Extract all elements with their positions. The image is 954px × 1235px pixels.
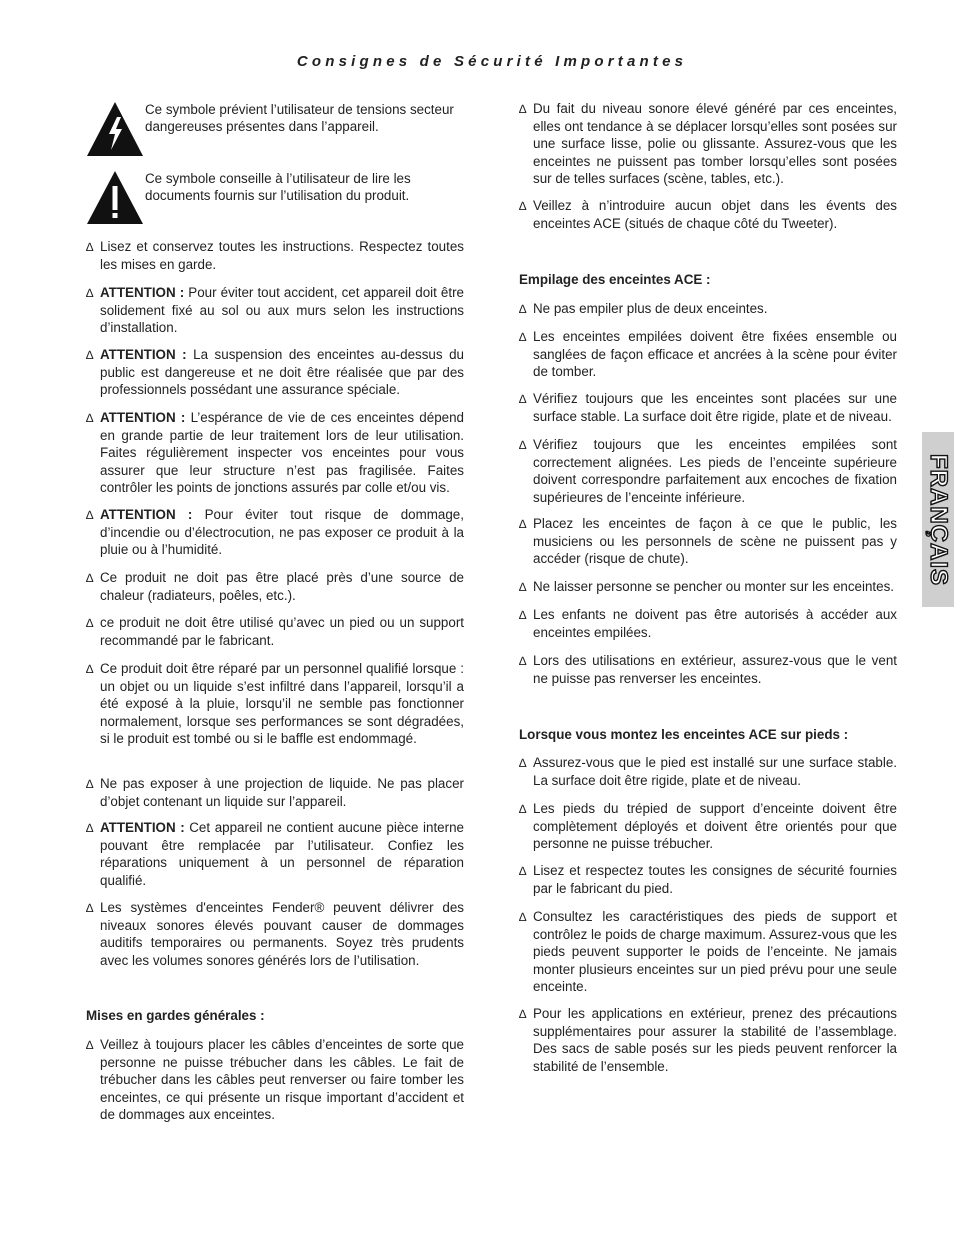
list-item: [519, 908, 897, 995]
bullet-icon: ∆: [86, 286, 94, 300]
list-item: [519, 197, 897, 232]
bullet-icon: ∆: [86, 348, 94, 362]
list-item: [86, 660, 464, 747]
list-item-text: Vérifiez toujours que les enceintes empilées sont correctement alignées. Les pieds de l’enceinte supérieure doivent correspondre parfaitement aux encoches de fixation supérieures de l’enceinte inférieure.: [533, 437, 897, 505]
list-item-text: Cet appareil ne contient aucune pièce interne pouvant être remplacée par l’utilisateur. Confiez les réparations uniquement à un personnel de réparation qualifié.: [100, 820, 464, 888]
list-item: [519, 652, 897, 687]
attention-label: ATTENTION :: [100, 820, 190, 835]
list-item: [86, 346, 464, 399]
bullet-icon: ∆: [519, 302, 527, 316]
list-item-text: Lisez et respectez toutes les consignes de sécurité fournies par le fabricant du pied.: [533, 863, 897, 897]
bullet-icon: ∆: [519, 580, 527, 594]
attention-label: ATTENTION :: [100, 410, 191, 425]
list-item: [519, 100, 897, 187]
list-item: [519, 300, 897, 318]
list-item-text: Veillez à n’introduire aucun objet dans les évents des enceintes ACE (situés de chaque côté du Tweeter).: [533, 198, 897, 232]
attention-label: ATTENTION :: [100, 285, 189, 300]
list-item: [519, 578, 897, 596]
list-item-text: Pour éviter tout risque de dommage, d’incendie ou d’électrocution, ne pas exposer ce produit à la pluie ou à l’humidité.: [100, 507, 464, 558]
symbol-lightning-text: Ce symbole prévient l’utilisateur de tensions secteur dangereuses présentes dans l’appareil.: [145, 102, 454, 134]
list-item-text: Pour les applications en extérieur, prenez des précautions supplémentaires pour assurer la stabilité de l’assemblage. Des sacs de sable posés sur les pieds peuvent renforcer la stabilité de l’ensemble.: [533, 1006, 897, 1074]
bullet-icon: ∆: [86, 1038, 94, 1052]
bullet-icon: ∆: [519, 438, 527, 452]
list-item: [86, 409, 464, 496]
bullet-icon: ∆: [86, 777, 94, 791]
language-tab: [922, 432, 954, 607]
list-item-text: ce produit ne doit être utilisé qu’avec un pied ou un support recommandé par le fabricant.: [100, 615, 464, 649]
list-item-text: Ne pas exposer à une projection de liquide. Ne pas placer d’objet contenant un liquide sur l’appareil.: [100, 776, 464, 810]
bullet-icon: ∆: [86, 411, 94, 425]
lightning-warning-icon: [86, 101, 144, 157]
bullet-icon: ∆: [86, 508, 94, 522]
list-item-text: Placez les enceintes de façon à ce que le public, les musiciens ou les personnels de scène ne puissent pas y accéder (risque de chute).: [533, 516, 897, 567]
list-item-text: Les enceintes empilées doivent être fixées ensemble ou sanglées de façon efficace et ancrées à la scène pour éviter de tomber.: [533, 329, 897, 380]
bullet-icon: ∆: [519, 654, 527, 668]
list-item: [86, 238, 464, 273]
bullet-icon: ∆: [519, 199, 527, 213]
bullet-icon: ∆: [519, 102, 527, 116]
list-item-text: Lors des utilisations en extérieur, assurez-vous que le vent ne puisse pas renverser les enceintes.: [533, 653, 897, 687]
list-item-text: Pour éviter tout accident, cet appareil doit être solidement fixé au sol ou aux murs selon les instructions d’installation.: [100, 285, 464, 336]
list-item-text: Vérifiez toujours que les enceintes sont placées sur une surface stable. La surface doit être rigide, plate et de niveau.: [533, 391, 897, 425]
bullet-icon: ∆: [86, 662, 94, 676]
list-item: [86, 284, 464, 337]
list-item: [86, 775, 464, 810]
bullet-icon: ∆: [519, 517, 527, 531]
list-item-text: Assurez-vous que le pied est installé sur une surface stable. La surface doit être rigide, plate et de niveau.: [533, 755, 897, 789]
list-item-text: Les enfants ne doivent pas être autorisés à accéder aux enceintes empilées.: [533, 607, 897, 641]
list-item: [519, 862, 897, 897]
stacking-heading: Empilage des enceintes ACE :: [519, 272, 711, 287]
list-item-text: L’espérance de vie de ces enceintes dépend en grande partie de leur traitement lors de leur utilisation. Faites régulièrement inspecter vos enceintes pour vous assurer que leur structure n’est pas fragilisée. Faites contrôler les points de jonctions assurés par colle et/ou vis.: [100, 410, 464, 495]
list-item-text: La suspension des enceintes au-dessus du public est dangereuse et ne doit être réalisée que par des professionnels possédant une assurance spéciale.: [100, 347, 464, 398]
list-item-text: Veillez à toujours placer les câbles d’enceintes de sorte que personne ne puisse trébucher dans les câbles. Le fait de trébucher dans les câbles peut renverser ou faire tomber les enceintes, ce qui présente un risque important d’accident et de dommages aux enceintes.: [100, 1037, 464, 1122]
list-item-text: Ne laisser personne se pencher ou monter sur les enceintes.: [533, 579, 894, 594]
bullet-icon: ∆: [86, 616, 94, 630]
list-item: [86, 899, 464, 969]
bullet-icon: ∆: [86, 821, 94, 835]
list-item: [86, 506, 464, 559]
list-item: [519, 436, 897, 506]
list-item-text: Ne pas empiler plus de deux enceintes.: [533, 301, 768, 316]
list-item: [86, 819, 464, 889]
exclamation-warning-icon: [86, 170, 144, 225]
list-item-text: Consultez les caractéristiques des pieds de support et contrôlez le poids de charge maximum. Assurez-vous que les pieds peuvent supporter le poids de l’enceinte. Ne jamais monter plusieurs enceintes sur un pied prévu pour une seule enceinte.: [533, 909, 897, 994]
list-item: [86, 569, 464, 604]
list-item: [86, 614, 464, 649]
general-heading: Mises en gardes générales :: [86, 1008, 265, 1023]
list-item: [519, 754, 897, 789]
bullet-icon: ∆: [519, 864, 527, 878]
attention-label: ATTENTION :: [100, 507, 205, 522]
stands-heading: Lorsque vous montez les enceintes ACE sur pieds :: [519, 727, 849, 742]
list-item: [519, 515, 897, 568]
list-item: [519, 800, 897, 853]
bullet-icon: ∆: [86, 240, 94, 254]
bullet-icon: ∆: [519, 1007, 527, 1021]
bullet-icon: ∆: [86, 901, 94, 915]
list-item-text: Ce produit ne doit pas être placé près d’une source de chaleur (radiateurs, poêles, etc.).: [100, 570, 464, 604]
list-item-text: Lisez et conservez toutes les instructions. Respectez toutes les mises en garde.: [100, 239, 464, 273]
bullet-icon: ∆: [519, 802, 527, 816]
symbol-exclamation-text: Ce symbole conseille à l’utilisateur de lire les documents fournis sur l’utilisation du produit.: [145, 171, 411, 203]
list-item: [519, 1005, 897, 1075]
list-item-text: Ce produit doit être réparé par un personnel qualifié lorsque : un objet ou un liquide s’est infiltré dans l’appareil, lorsqu’il a été exposé à la pluie, lorsqu’il ne semble pas fonctionner normalement, lorsque ses performances se sont dégradées, si le produit est tombé ou si le baffle est endommagé.: [100, 661, 464, 746]
list-item-text: Les systèmes d'enceintes Fender® peuvent délivrer des niveaux sonores élevés pouvant causer de dommages auditifs temporaires ou permanents. Soyez très prudents avec les volumes sonores générés lors de l’utilisation.: [100, 900, 464, 968]
bullet-icon: ∆: [519, 330, 527, 344]
list-item: [86, 1036, 464, 1123]
bullet-icon: ∆: [86, 571, 94, 585]
list-item: [519, 328, 897, 381]
bullet-icon: ∆: [519, 910, 527, 924]
bullet-icon: ∆: [519, 756, 527, 770]
bullet-icon: ∆: [519, 608, 527, 622]
list-item: [519, 606, 897, 641]
list-item-text: Du fait du niveau sonore élevé généré par ces enceintes, elles ont tendance à se déplacer lorsqu’elles sont posées sur une surface lisse, polie ou glissante. Assurez-vous que les enceintes ne puissent pas tomber lorsqu’elles sont posées sur de telles surfaces (scène, tables, etc.).: [533, 101, 897, 186]
language-tab-label: FRANÇAIS: [925, 453, 952, 586]
bullet-icon: ∆: [519, 392, 527, 406]
attention-label: ATTENTION :: [100, 347, 194, 362]
list-item: [519, 390, 897, 425]
list-item-text: Les pieds du trépied de support d’enceinte doivent être complètement déployés et doivent être orientés pour que personne ne puisse trébucher.: [533, 801, 897, 852]
page-title: Consignes de Sécurité Importantes: [296, 53, 688, 70]
